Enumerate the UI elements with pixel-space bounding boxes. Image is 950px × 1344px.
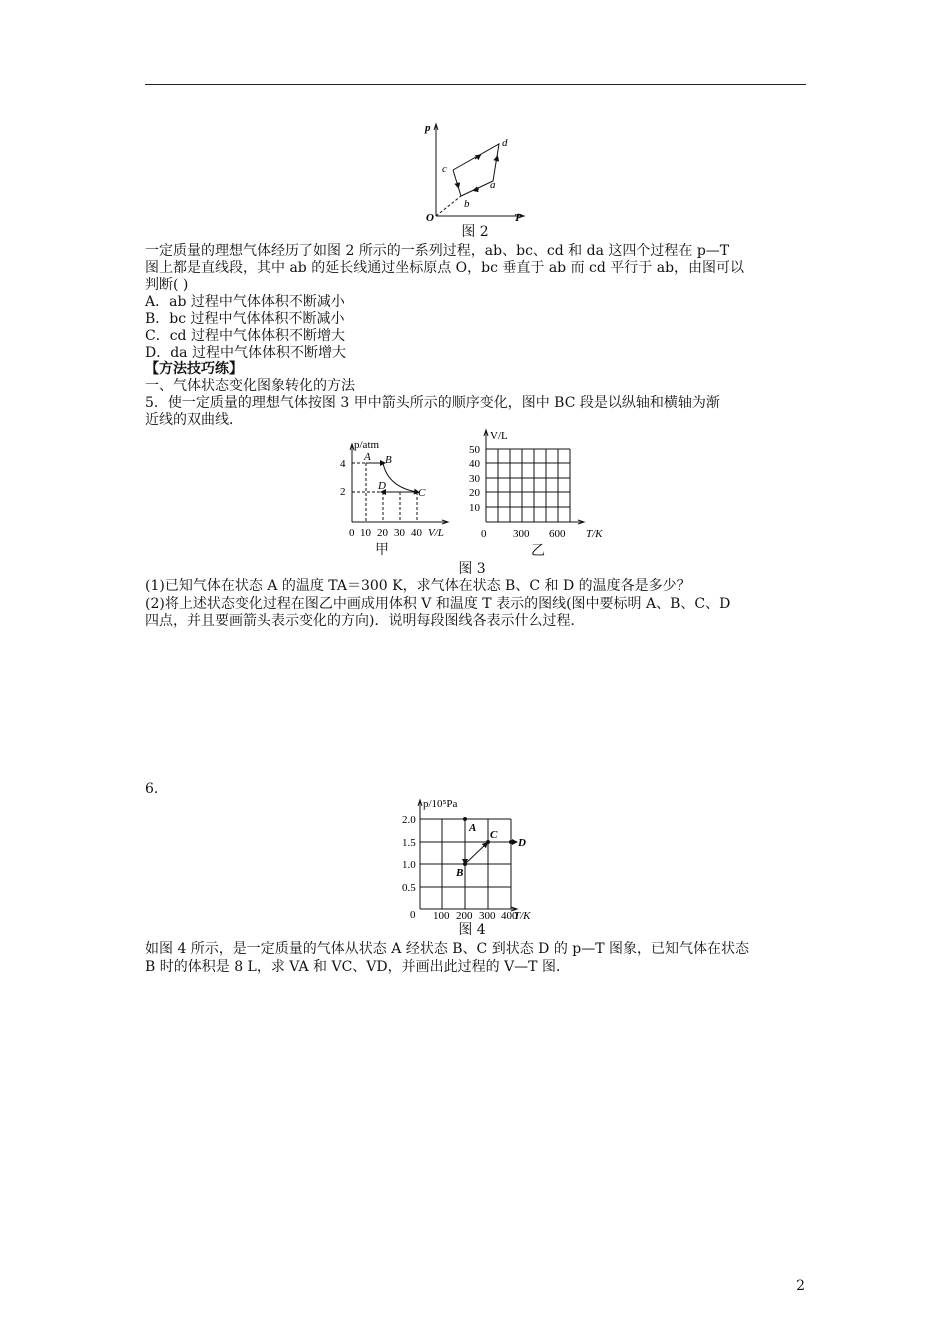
q6-number: 6. xyxy=(145,781,159,797)
fig4-ytick-05: 0.5 xyxy=(402,882,416,894)
q4-option-a: A．ab 过程中气体体积不断减小 xyxy=(145,294,345,310)
jia-ylabel: p/atm xyxy=(354,439,380,451)
jia-xtick-40: 40 xyxy=(411,527,422,539)
yi-grid xyxy=(486,449,570,522)
yi-ytick-50: 50 xyxy=(469,444,480,456)
yi-ylabel: V/L xyxy=(490,430,508,442)
fig3-caption: 图 3 xyxy=(458,561,486,577)
figure-3-jia xyxy=(338,435,458,555)
fig2-extension-line xyxy=(436,196,461,216)
jia-xtick-0: 0 xyxy=(349,527,355,539)
fig2-axis-p: p xyxy=(425,122,431,134)
figure-4 xyxy=(372,795,542,920)
q5-line1: 5．使一定质量的理想气体按图 3 甲中箭头所示的顺序变化，图中 BC 段是以纵轴和横轴为渐 xyxy=(145,395,720,411)
jia-xlabel: V/L xyxy=(428,527,444,539)
page-number: 2 xyxy=(796,1278,805,1294)
q4-line1: 一定质量的理想气体经历了如图 2 所示的一系列过程，ab、bc、cd 和 da 这四个过程在 p—T xyxy=(145,243,730,259)
q4-line3: 判断( ) xyxy=(145,277,189,293)
yi-ytick-40: 40 xyxy=(469,458,480,470)
jia-ytick-2: 2 xyxy=(340,486,346,498)
q4-line2: 图上都是直线段，其中 ab 的延长线通过坐标原点 O，bc 垂直于 ab 而 cd 平行于 ab，由图可以 xyxy=(145,260,745,276)
q5-sub1: (1)已知气体在状态 A 的温度 TA＝300 K，求气体在状态 B、C 和 D 的温度各是多少？ xyxy=(145,578,691,594)
jia-name: 甲 xyxy=(375,542,389,558)
q4-option-b: B．bc 过程中气体体积不断减小 xyxy=(145,311,345,327)
jia-ytick-4: 4 xyxy=(340,458,346,470)
section-title: 【方法技巧练】 xyxy=(145,361,243,377)
jia-xtick-30: 30 xyxy=(394,527,405,539)
yi-xtick-0: 0 xyxy=(481,528,487,540)
fig4-point-c: C xyxy=(490,829,498,841)
jia-point-c: C xyxy=(418,487,426,499)
yi-xlabel: T/K xyxy=(586,528,603,540)
fig4-point-d: D xyxy=(518,837,526,849)
fig4-ytick-15: 1.5 xyxy=(402,837,416,849)
fig2-label-d: d xyxy=(502,137,508,149)
yi-xtick-600: 600 xyxy=(549,528,566,540)
header-rule xyxy=(145,84,806,85)
fig4-xtick-100: 100 xyxy=(433,910,450,922)
fig2-arrow-bc xyxy=(457,182,458,186)
fig2-label-b: b xyxy=(464,198,470,210)
section-subtitle: 一、气体状态变化图象转化的方法 xyxy=(145,378,355,394)
figure-2 xyxy=(420,118,530,223)
q5-sub2-line1: (2)将上述状态变化过程在图乙中画成用体积 V 和温度 T 表示的图线(图中要标明 A、B、C、D xyxy=(145,596,731,612)
fig4-caption: 图 4 xyxy=(458,922,486,938)
fig4-ytick-2: 2.0 xyxy=(402,814,416,826)
jia-curve-bc xyxy=(383,463,417,492)
figure-3-yi xyxy=(460,425,620,545)
yi-xtick-300: 300 xyxy=(513,528,530,540)
fig4-xtick-300: 300 xyxy=(479,910,496,922)
fig2-origin: O xyxy=(426,212,434,224)
yi-ytick-30: 30 xyxy=(469,473,480,485)
fig2-label-c: c xyxy=(442,163,447,175)
q5-sub2-line2: 四点，并且要画箭头表示变化的方向)．说明每段图线各表示什么过程． xyxy=(145,613,585,629)
q6-line1: 如图 4 所示，是一定质量的气体从状态 A 经状态 B、C 到状态 D 的 p—T 图象，已知气体在状态 xyxy=(145,941,750,957)
fig2-label-a: a xyxy=(490,179,496,191)
fig4-xlabel: T/K xyxy=(514,910,531,922)
fig4-xtick-400: 400 xyxy=(501,910,518,922)
fig4-ylabel: p/10⁵Pa xyxy=(423,798,458,810)
q6-line2: B 时的体积是 8 L，求 VA 和 VC、VD，并画出此过程的 V—T 图． xyxy=(145,959,570,975)
jia-xtick-10: 10 xyxy=(360,527,371,539)
jia-point-a: A xyxy=(364,451,371,463)
fig4-line-bc xyxy=(465,844,486,864)
q4-option-c: C．cd 过程中气体体积不断增大 xyxy=(145,328,345,344)
fig2-axis-t: T xyxy=(514,212,521,224)
yi-ytick-10: 10 xyxy=(469,502,480,514)
fig4-point-a: A xyxy=(469,822,477,834)
q4-option-d: D．da 过程中气体体积不断增大 xyxy=(145,345,346,361)
fig4-xtick-200: 200 xyxy=(456,910,473,922)
q5-line2: 近线的双曲线． xyxy=(145,412,243,428)
yi-ytick-20: 20 xyxy=(469,487,480,499)
fig2-caption: 图 2 xyxy=(461,224,489,240)
jia-point-d: D xyxy=(378,480,386,492)
fig4-ytick-1: 1.0 xyxy=(402,859,416,871)
fig4-point-b: B xyxy=(456,867,464,879)
fig4-xtick-0: 0 xyxy=(410,909,416,921)
yi-name: 乙 xyxy=(531,543,545,559)
jia-xtick-20: 20 xyxy=(377,527,388,539)
jia-point-b: B xyxy=(385,454,392,466)
